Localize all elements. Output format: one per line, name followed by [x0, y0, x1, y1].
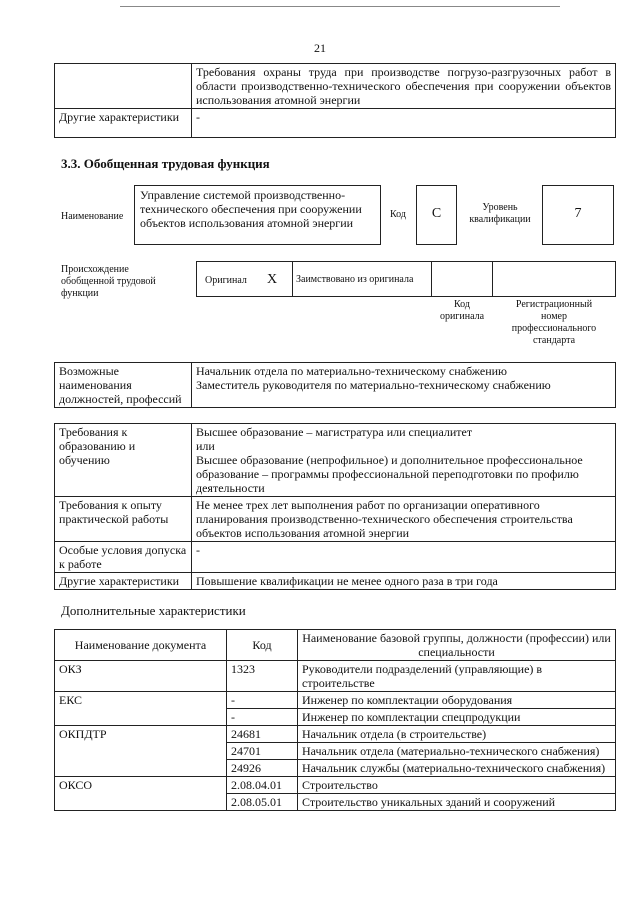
row-value: Требования охраны труда при производстве погрузо-разгрузочных работ в области производственно-технического обеспечения при сооружении объектов использования атомной энергии: [192, 64, 616, 109]
code-cell: 2.08.05.01: [227, 794, 298, 811]
code-label: Код: [390, 209, 406, 220]
req-line: Не менее трех лет выполнения работ по организации оперативного планирования производственно-технического обеспечения строительства объектов использования атомной энергии: [196, 498, 573, 540]
table-row: [55, 424, 616, 497]
code-cell: 24681: [227, 726, 298, 743]
req-label: Другие характеристики: [55, 573, 192, 590]
table-header-row: [55, 630, 616, 661]
req-line: Высшее образование (непрофильное) и дополнительное профессиональное образование – программы профессиональной переподготовки по профилю деятельности: [196, 453, 583, 495]
level-value-box: [542, 185, 614, 245]
positions-value: [192, 363, 616, 408]
name-cell: Руководители подразделений (управляющие) в строительстве: [298, 661, 616, 692]
header-doc: Наименование документа: [55, 630, 227, 661]
positions-label: Возможные наименования должностей, профессий: [55, 363, 192, 408]
name-label: Наименование: [61, 211, 124, 222]
table-row: [55, 573, 616, 590]
doc-cell: ОКЗ: [55, 661, 227, 692]
req-label: Особые условия допуска к работе: [55, 542, 192, 573]
req-value: [192, 497, 616, 542]
positions-table: [54, 362, 616, 408]
reg-number-caption: Регистрационный номер профессионального стандарта: [511, 299, 597, 346]
position-line: Начальник отдела по материально-техническому снабжению: [196, 364, 508, 378]
header-name: Наименование базовой группы, должности (профессии) или специальности: [298, 630, 616, 661]
level-label: Уровень квалификации: [469, 202, 531, 225]
table-row: [55, 726, 616, 743]
borrowed-label: Заимствовано из оригинала: [296, 274, 414, 285]
code-cell: -: [227, 709, 298, 726]
code-cell: -: [227, 692, 298, 709]
original-mark: X: [267, 272, 278, 287]
header-code: Код: [227, 630, 298, 661]
code-cell: 24701: [227, 743, 298, 760]
table-row: [55, 109, 616, 138]
table-row: [55, 777, 616, 794]
origin-table: [196, 261, 616, 297]
name-cell: Строительство уникальных зданий и сооружений: [298, 794, 616, 811]
doc-cell: ЕКС: [55, 692, 227, 726]
table-row: [55, 661, 616, 692]
req-label: Требования к образованию и обучению: [55, 424, 192, 497]
original-label: Оригинал: [205, 275, 247, 286]
origin-label: Происхождение обобщенной трудовой функции: [61, 264, 156, 299]
req-value: [192, 424, 616, 497]
row-label: Другие характеристики: [55, 109, 192, 138]
code-value: С: [431, 206, 442, 221]
page-edge-line: [120, 6, 560, 7]
table-row: [55, 497, 616, 542]
req-value: [192, 573, 616, 590]
name-cell: Строительство: [298, 777, 616, 794]
name-cell: Начальник отдела (в строительстве): [298, 726, 616, 743]
level-value: 7: [574, 206, 582, 221]
name-value: Управление системой производственно-технического обеспечения при сооружении объектов использования атомной энергии: [140, 188, 362, 230]
position-line: Заместитель руководителя по материально-техническому снабжению: [196, 378, 551, 392]
req-label: Требования к опыту практической работы: [55, 497, 192, 542]
row-label: [55, 64, 192, 109]
row-value: -: [192, 109, 616, 138]
table-row: [55, 542, 616, 573]
code-cell: 24926: [227, 760, 298, 777]
code-cell: 1323: [227, 661, 298, 692]
extra-title: Дополнительные характеристики: [61, 603, 246, 618]
name-cell: Начальник службы (материально-технического снабжения): [298, 760, 616, 777]
extra-table: [54, 629, 616, 811]
table-row: [55, 692, 616, 709]
requirements-table: [54, 423, 616, 590]
section-title: 3.3. Обобщенная трудовая функция: [61, 156, 270, 171]
doc-cell: ОКСО: [55, 777, 227, 811]
req-line: -: [196, 543, 200, 557]
req-line: Повышение квалификации не менее одного раза в три года: [196, 574, 498, 588]
name-value-box: [134, 185, 381, 245]
table-row: [55, 363, 616, 408]
name-cell: Начальник отдела (материально-технического снабжения): [298, 743, 616, 760]
name-cell: Инженер по комплектации оборудования: [298, 692, 616, 709]
req-value: [192, 542, 616, 573]
code-value-box: [416, 185, 457, 245]
req-line: или: [196, 439, 215, 453]
name-cell: Инженер по комплектации спецпродукции: [298, 709, 616, 726]
code-original-caption: Код оригинала: [439, 299, 485, 322]
page-number: 21: [314, 41, 326, 55]
req-line: Высшее образование – магистратура или специалитет: [196, 425, 473, 439]
table-row: [55, 64, 616, 109]
top-table: [54, 63, 616, 138]
code-cell: 2.08.04.01: [227, 777, 298, 794]
doc-cell: ОКПДТР: [55, 726, 227, 777]
